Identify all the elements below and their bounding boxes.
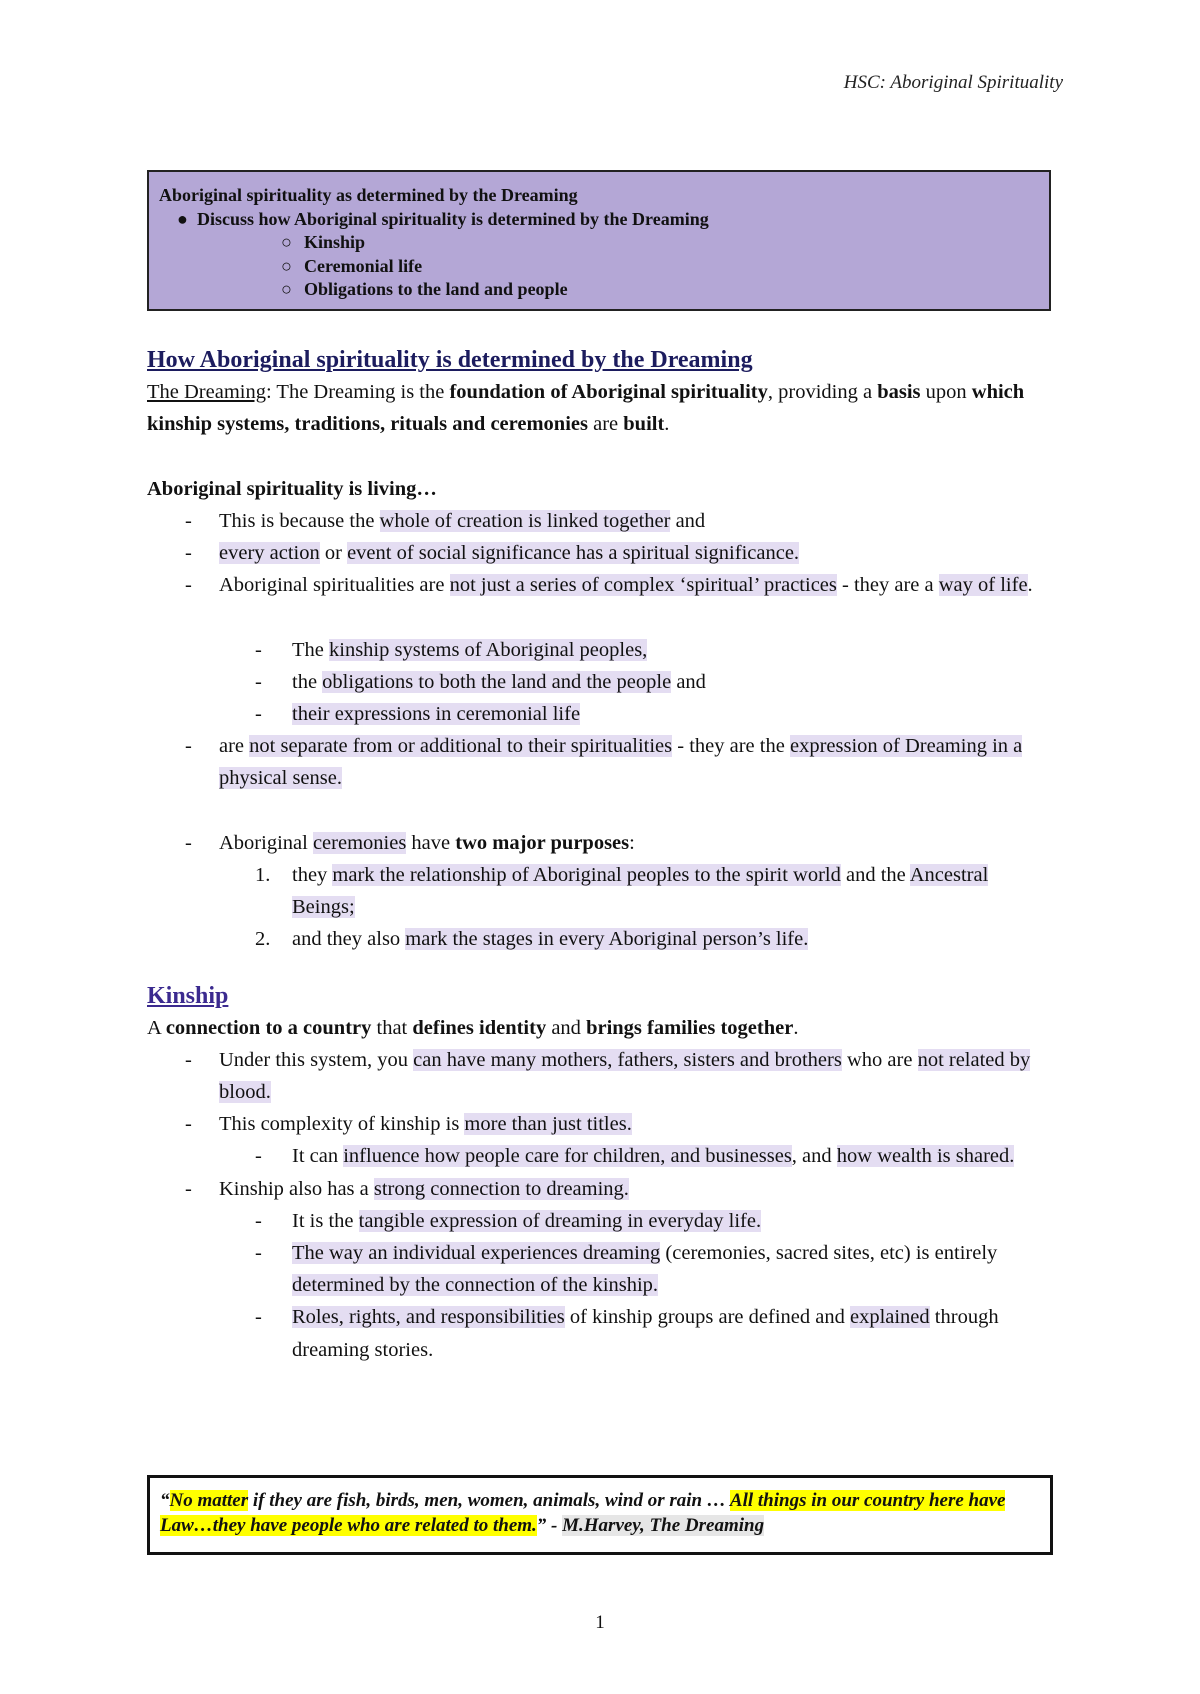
kinship-intro: A connection to a country that defines identity and brings families together.: [147, 1016, 799, 1039]
bullet-icon: ●: [177, 208, 188, 229]
quote-box: “No matter if they are fish, birds, men, women, animals, wind or rain … All things in our country here have Law…they have people who are related to them.” - M.Harvey, The Dreaming: [147, 1475, 1053, 1555]
numbered-item: 2. and they also mark the stages in every Aboriginal person’s life.: [255, 928, 809, 951]
list-item: - Under this system, you can have many mothers, fathers, sisters and brothers who are not related by blood.: [185, 1048, 1031, 1104]
list-item: - The way an individual experiences dreaming (ceremonies, sacred sites, etc) is entirely determined by the connection of the kinship.: [255, 1242, 998, 1297]
circle-bullet-icon: ○: [281, 255, 292, 276]
page-number: 1: [595, 1612, 605, 1633]
list-item: - Aboriginal spiritualities are not just a series of complex ‘spiritual’ practices - they are a way of life.: [185, 574, 1033, 597]
list-item: - This is because the whole of creation is linked together and: [185, 509, 706, 532]
outcome-subitem: ○ Ceremonial life: [159, 255, 1039, 279]
main-content: [147, 344, 1053, 1366]
list-item: - This complexity of kinship is more than just titles.: [185, 1113, 632, 1136]
outcome-title: Aboriginal spirituality as determined by the Dreaming: [159, 185, 578, 205]
running-header: HSC: Aboriginal Spirituality: [843, 72, 1063, 93]
outcome-subitem: ○ Kinship: [159, 231, 1039, 255]
outcome-list: [159, 208, 1039, 302]
list-item: - Aboriginal ceremonies have two major purposes:: [185, 831, 635, 854]
section-heading-kinship: Kinship: [147, 982, 229, 1009]
list-item: - Roles, rights, and responsibilities of kinship groups are defined and explained through dreaming stories.: [255, 1306, 999, 1361]
list-item: - their expressions in ceremonial life: [255, 703, 581, 725]
syllabus-outcome-box: [147, 170, 1051, 311]
list-item: - The kinship systems of Aboriginal peoples,: [255, 638, 648, 661]
list-item: - Kinship also has a strong connection to dreaming.: [185, 1177, 629, 1200]
section-heading-dreaming: How Aboriginal spirituality is determined by the Dreaming: [147, 347, 753, 373]
living-subheading: Aboriginal spirituality is living…: [147, 477, 437, 500]
list-item: - are not separate from or additional to their spiritualities - they are the expression of Dreaming in a physical sense.: [185, 735, 1023, 790]
circle-bullet-icon: ○: [281, 279, 292, 299]
dreaming-intro: The Dreaming: The Dreaming is the foundation of Aboriginal spirituality, providing a basis upon which kinship systems, traditions, rituals and ceremonies are built.: [147, 381, 1025, 436]
list-item: - every action or event of social significance has a spiritual significance.: [185, 542, 800, 564]
circle-bullet-icon: ○: [281, 232, 292, 252]
outcome-bullet: ● Discuss how Aboriginal spirituality is determined by the Dreaming: [159, 208, 1039, 232]
outcome-subitem: ○ Obligations to the land and people: [159, 278, 1039, 302]
numbered-item: 1. they mark the relationship of Aboriginal peoples to the spirit world and the Ancestral Beings;: [255, 864, 989, 919]
list-item: - It can influence how people care for children, and businesses, and how wealth is shared.: [255, 1145, 1015, 1168]
list-item: - It is the tangible expression of dreaming in everyday life.: [255, 1209, 762, 1232]
list-item: - the obligations to both the land and the people and: [255, 670, 706, 693]
